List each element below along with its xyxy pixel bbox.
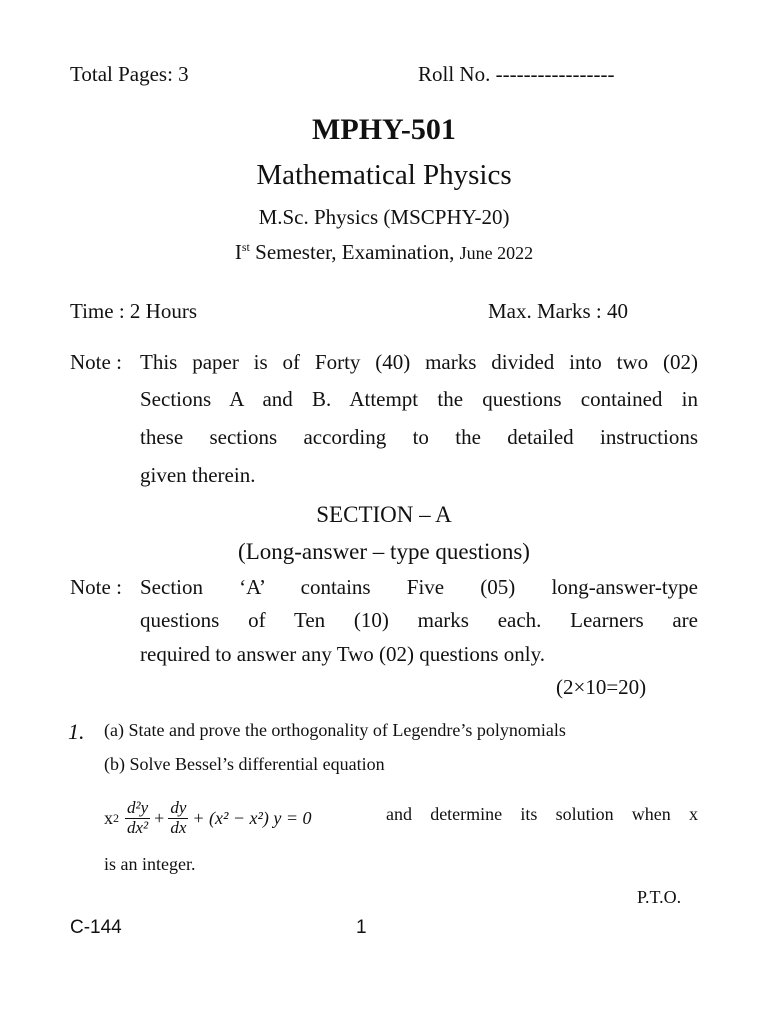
semester-line (0, 240, 768, 265)
note1-line4: given therein. (140, 463, 256, 487)
eq-frac2-num: dy (170, 797, 187, 817)
eq-tail: and determine its solution when x (386, 804, 698, 824)
note2-line3: required to answer any Two (02) questions only. (140, 642, 546, 666)
eq-fraction-1 (125, 799, 150, 837)
bessel-equation: x 2 $\frac{\text{d²y}}{\text{dx²}}$ + $\frac{dy}{dx}$ + (x² − x²) y = 0 (104, 797, 312, 837)
program-line: M.Sc. Physics (MSCPHY-20) (258, 205, 510, 229)
note1-label: Note : (70, 350, 122, 374)
note2-line2: questions of Ten (10) marks each. Learners are (140, 608, 698, 632)
course-code: MPHY-501 (312, 113, 456, 146)
eq-frac1-den: dx² (127, 817, 149, 837)
eq-lead: x (104, 807, 113, 828)
eq-fraction-2 (168, 799, 188, 837)
roll-no: Roll No. ----------------- (418, 62, 615, 86)
eq-rest: + (x² − x²) y = 0 (192, 807, 312, 828)
pto-label: P.T.O. (637, 887, 682, 907)
semester-prefix: I (234, 240, 242, 264)
course-title: Mathematical Physics (256, 159, 512, 191)
section-a-heading: SECTION – A (316, 502, 452, 527)
time-allowed: Time : 2 Hours (70, 299, 197, 323)
eq-plus: + (154, 807, 165, 828)
eq-frac2-den: dx (170, 817, 187, 837)
semester-date: June 2022 (459, 243, 534, 263)
question-part-a: (a) State and prove the orthogonality of Legendre’s polynomials (104, 720, 566, 740)
max-marks: Max. Marks : 40 (488, 299, 628, 323)
question-number: 1. (68, 719, 85, 744)
section-a-subheading: (Long-answer – type questions) (238, 539, 530, 564)
note2-label: Note : (70, 575, 122, 599)
total-pages: Total Pages: 3 (70, 62, 189, 86)
question-part-b: (b) Solve Bessel’s differential equation (104, 754, 385, 774)
semester-sup: st (241, 240, 250, 254)
paper-code: C-144 (70, 917, 122, 938)
semester-rest: Semester, Examination, (249, 240, 455, 264)
note2-marks: (2×10=20) (556, 675, 647, 699)
page-number: 1 (356, 917, 367, 938)
note2-line1: Section ‘A’ contains Five (05) long-answer-type (140, 575, 698, 599)
note1-line1: This paper is of Forty (40) marks divided into two (02) (140, 350, 698, 374)
note1-line2: Sections A and B. Attempt the questions contained in (140, 387, 698, 411)
eq-frac1-num: d²y (127, 797, 149, 817)
question-continuation: is an integer. (104, 854, 196, 874)
note1-line3: these sections according to the detailed instructions (140, 425, 698, 449)
